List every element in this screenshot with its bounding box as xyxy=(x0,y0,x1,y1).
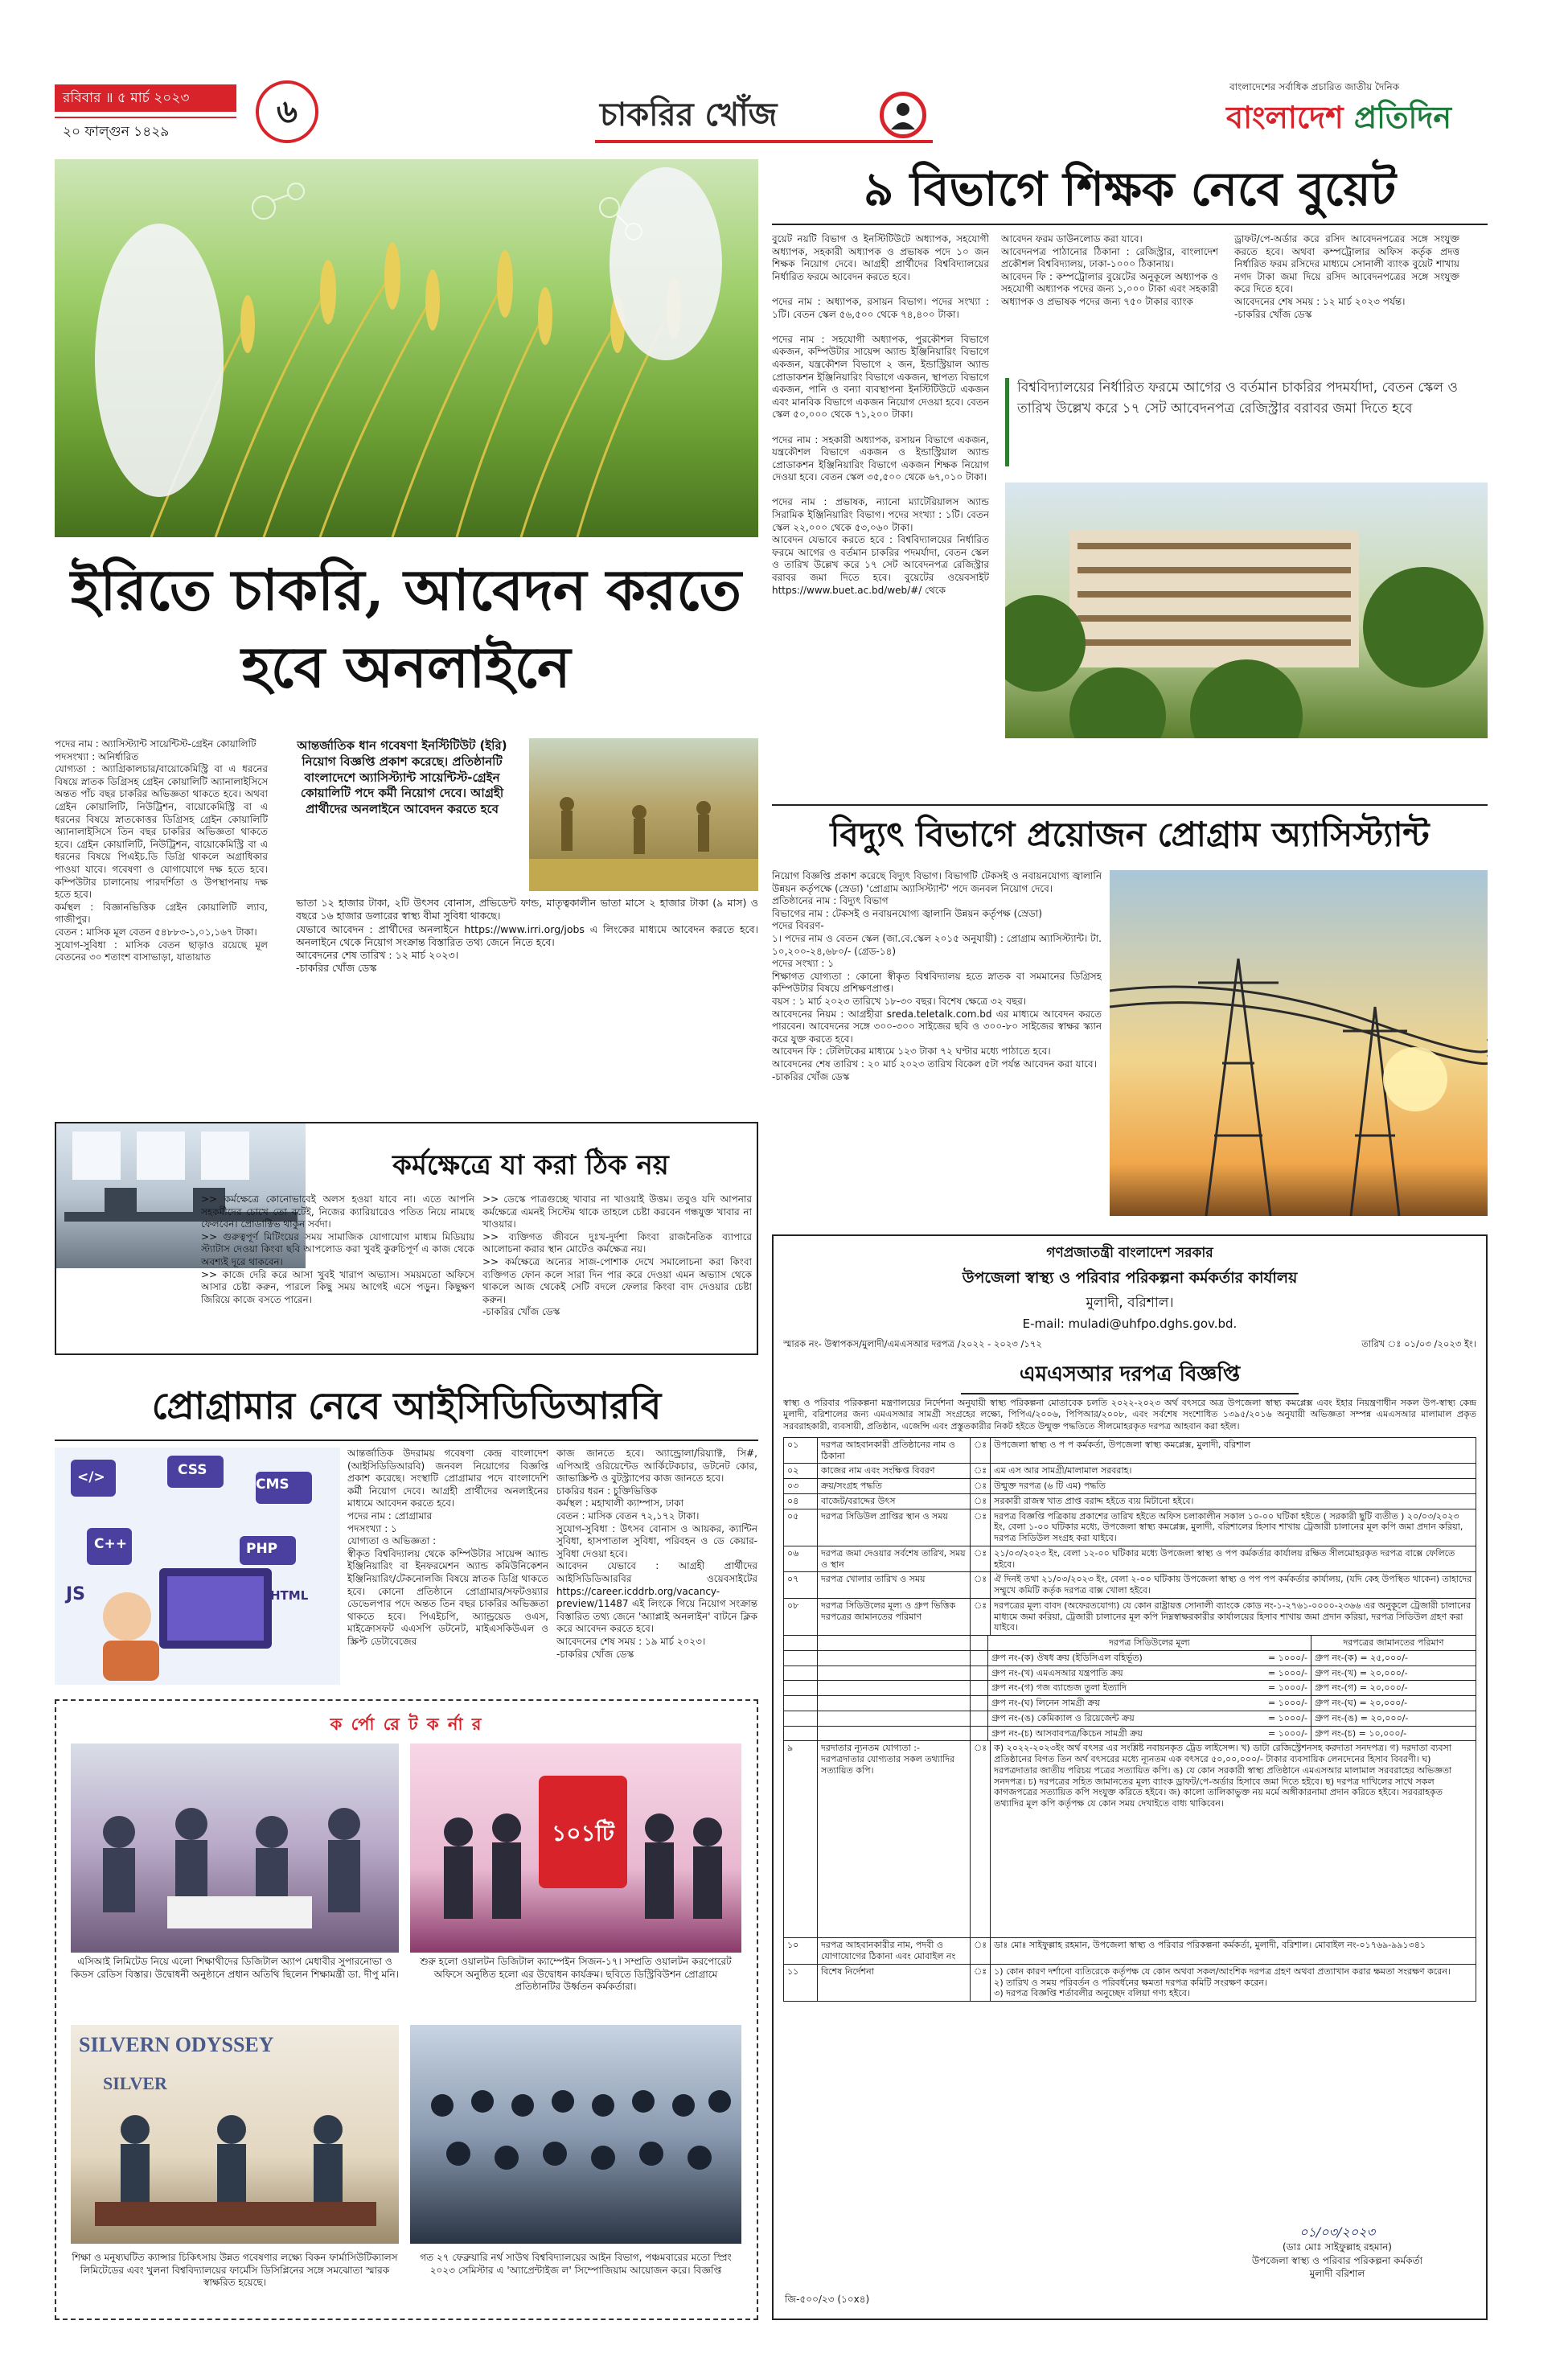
row-value: ডাঃ মোঃ সাইফুল্লাহ রহমান, উপজেলা স্বাস্থ্য ও পরিবার পরিকল্পনা কর্মকর্তা, মুলাদী, বরিশাল। মোবাইল নং-০১৭৬৯-৯৯১৩৪১ xyxy=(991,1938,1476,1965)
signature-block xyxy=(1205,2224,1470,2280)
fee-row xyxy=(784,1681,1476,1696)
row-number: ৯ xyxy=(784,1741,818,1938)
notice-location: মুলাদী, বরিশাল। xyxy=(1086,1295,1174,1311)
icddrb-column-1: আন্তর্জাতিক উদরাময় গবেষণা কেন্দ্র বাংলাদেশ (আইসিডিডিআরবি) জনবল নিয়োগের বিজ্ঞপ্তি প্রকাশ করেছে। সংস্থাটি প্রোগ্রামার পদে বাংলাদেশি কর্মী নিয়োগ দেবে। আগ্রহী প্রার্থীদের অনলাইনের মাধ্যমে আবেদন করতে হবে। পদের নাম : প্রোগ্রামার পদসংখ্যা : ১ যোগ্যতা ও অভিজ্ঞতা : স্বীকৃত বিশ্ববিদ্যালয় থেকে কম্পিউটার সায়েন্স অ্যান্ড ইঞ্জিনিয়ারিং বা ইনফরমেশন অ্যান্ড কমিউনিকেশন ইঞ্জিনিয়ারিং/টেকনোলজি বিষয়ে স্নাতক ডিগ্রি থাকতে হবে। কোনো প্রতিষ্ঠানে প্রোগ্রামার/সফটওয়্যার ডেভেলপার পদে অন্তত তিন বছর চাকরির অভিজ্ঞতা থাকতে হবে। পিএইচপি, অ্যান্ড্রয়েড ওএস, মাইক্রোসফট এএসপি ডটনেট, মাইএসকিউএল ও স্ক্রিপ্ট ডেটাবেজের xyxy=(347,1448,548,1647)
masthead xyxy=(0,0,1568,149)
fee-group-name: গ্রুপ নং-(খ) এমএসআর যন্ত্রপাতি ক্রয় xyxy=(991,1667,1123,1678)
fee-row xyxy=(784,1665,1476,1681)
irri-headline: ইরিতে চাকরি, আবেদন করতে হবে অনলাইনে xyxy=(70,557,742,700)
fee-deposit: গ্রুপ নং-(চ) = ১০,০০০/- xyxy=(1311,1726,1476,1741)
date-box xyxy=(55,84,236,147)
buet-campus-photo xyxy=(1005,483,1488,738)
tender-notice xyxy=(772,1234,1488,2320)
notice-intro: স্বাস্থ্য ও পরিবার পরিকল্পনা মন্ত্রণালয়ের নির্দেশনা অনুযায়ী স্বাস্থ্য পরিকল্পনা মোতাবেক চলতি ২০২২-২০২৩ অর্থ বৎসরে অত্র উপজেলা স্বাস্থ্য কমপ্লেক্স এবং ইহার নিয়ন্ত্রণাধীন সকল উপ-স্বাস্থ্য কেন্দ্র মুলাদী, বরিশালের জন্য এমএসআর সামগ্রী সংগ্রহের লক্ষ্যে, পিপিএ/২০০৬, পিপিআর/২০০৮, এবং সর্বশেষ সংশোধিত ১৩৯৫/২০১৬ অনুযায়ী অভিজ্ঞতা সম্পন্ন এমএসআর মালামাল প্রকৃত সরবরাহকারী, ব্যবসায়ী, প্রতিষ্ঠান, এজেন্সি এবং প্রস্তুতকারীর নিকট হইতে উন্মুক্ত পদ্ধতিতে সীলমোহরকৃত দরপত্র আহবান করা হইল। xyxy=(783,1398,1476,1431)
row-label: বাজেট/বরাদ্দের উৎস xyxy=(818,1493,971,1509)
row-value: ১) কোন কারণ দর্শানো ব্যতিরেকে কর্তৃপক্ষ যে কোন অথবা সকল/আংশিক দরপত্র গ্রহণ অথবা প্রত্যাখান করার ক্ষমতা সংরক্ষণ করেন। ২) তারিখ ও সময় পরিবর্তন ও পরিবর্ধনের ক্ষমতা দরপত্র কমিটি সংরক্ষণ করেন। ৩) দরপত্র বিজ্ঞপ্তি শর্তাবলীর অনুচ্ছেদ বলিয়া গণ্য হইবে। xyxy=(991,1964,1476,2001)
row-value: দরপত্র বিজ্ঞপ্তি পত্রিকায় প্রকাশের তারিখ হইতে অফিস চলাকালীন সকাল ১০-০০ ঘটিকা হইতে ( সরকারী ছুটি ব্যতীত ) ২০/০৩/২০২৩ ইং, বেলা ১-০০ ঘটিকার মধ্যে, উপজেলা স্বাস্থ্য কমপ্লেক্স, মুলাদী, বরিশালের হিসাব শাখায় ট্রেজারী চালানের মূল কপি জমা প্রদান করিয়া, দরপত্র সিডিউল সংগ্রহ করা যাইবে। xyxy=(991,1509,1476,1546)
row-label: দরপত্র সিডিউল প্রাপ্তির স্থান ও সময় xyxy=(818,1509,971,1546)
fee-amount: = ১০০০/- xyxy=(1268,1652,1307,1663)
buet-column-1: বুয়েট নয়টি বিভাগ ও ইনস্টিটিউটে অধ্যাপক, সহযোগী অধ্যাপক, সহকারী অধ্যাপক ও প্রভাষক পদে ১০ জন শিক্ষক নিয়োগ দেবে। আগ্রহী প্রার্থীদের বিশ্ববিদ্যালয়ের নির্ধারিত ফরমে আবেদন করতে হবে। পদের নাম : অধ্যাপক, রসায়ন বিভাগ। পদের সংখ্যা : ১টি। বেতন স্কেল ৫৬,৫০০ থেকে ৭৪,৪০০ টাকা। পদের নাম : সহযোগী অধ্যাপক, পুরকৌশল বিভাগে একজন, কম্পিউটার সায়েন্স অ্যান্ড ইঞ্জিনিয়ারিং বিভাগে একজন, যন্ত্রকৌশল বিভাগে ২ জন, ইন্ডাস্ট্রিয়াল অ্যান্ড প্রোডাকশন ইঞ্জিনিয়ারিং বিভাগে একজন, স্থাপত্য বিভাগে একজন, পানি ও বন্যা ব্যবস্থাপনা ইনস্টিটিউটে একজন এবং মানবিক বিভাগে একজন নিয়োগ দেওয়া হবে। বেতন স্কেল ৫০,০০০ থেকে ৭১,২০০ টাকা। পদের নাম : সহকারী অধ্যাপক, রসায়ন বিভাগে একজন, যন্ত্রকৌশল বিভাগে একজন ও ইন্ডাস্ট্রিয়াল অ্যান্ড প্রোডাকশন ইঞ্জিনিয়ারিং বিভাগে একজন শিক্ষক নিয়োগ দেওয়া হবে। বেতন স্কেল ৩৫,৫০০ থেকে ৬৭,০১০ টাকা। পদের নাম : প্রভাষক, ন্যানো ম্যাটেরিয়ালস অ্যান্ড সিরামিক ইঞ্জিনিয়ারিং বিভাগ। পদের সংখ্যা : ১টি। বেতন স্কেল ২২,০০০ থেকে ৫৩,০৬০ টাকা। আবেদন যেভাবে করতে হবে : বিশ্ববিদ্যালয়ের নির্ধারিত ফরমে আগের ও বর্তমান চাকরির পদমর্যাদা, বেতন স্কেল ও তারিখ উল্লেখ করে ১৭ সেট আবেদনপত্র রেজিস্ট্রার বরাবর জমা দিতে হবে। বুয়েটের ওয়েবসাইট https://www.buet.ac.bd/web/#/ থেকে xyxy=(772,233,989,596)
row-number: ১১ xyxy=(784,1964,818,2001)
silvern-banner-1: SILVERN ODYSSEY xyxy=(79,2033,274,2056)
corporate-caption-2: শুরু হলো ওয়ালটন ডিজিটাল ক্যাম্পেইন সিজন-১৭। সম্প্রতি ওয়ালটন করপোরেট অফিসে অনুষ্ঠিত হলো এর উদ্বোধন কার্যক্রম। ছবিতে ডিস্ট্রিবিউশন প্রোগ্রামে প্রতিষ্ঠানটির উর্ধ্বতন কর্মকর্তারা। xyxy=(420,1956,732,1993)
row-colon: ঃ xyxy=(971,1464,991,1479)
workplace-column-2: >> ডেস্কে পাত্রগুচ্ছে খাবার না খাওয়াই উত্তম। তবুও যদি আপনার কর্মক্ষেত্রে এমনই সিস্টেম থাকে তাহলে চেষ্টা করবেন গন্ধযুক্ত খাবার না খাওয়ার। >> ব্যক্তিগত জীবনে দুঃখ-দুর্দশা কিংবা রাজনৈতিক ব্যাপারে আলোচনা করার স্থান মোটেও কর্মক্ষেত্র নয়। >> কর্মক্ষেত্রে অন্যের সাজ-পোশাক দেখে সমালোচনা করা কিংবা ব্যক্তিগত ফোন কলে সারা দিন পার করে দেওয়া এমন অভ্যাস থেকে থাকলে আজ থেকেই সেটি বদলে ফেলার কিংবা বাদ দেওয়ার চেষ্টা করুন। -চাকরির খোঁজ ডেস্ক xyxy=(482,1193,752,1318)
paper-tagline: বাংলাদেশের সর্বাধিক প্রচারিত জাতীয় দৈনিক xyxy=(1229,81,1400,92)
corporate-photo-1 xyxy=(71,1744,399,1953)
signer-title: উপজেলা স্বাস্থ্য ও পরিবার পরিকল্পনা কর্মকর্তা xyxy=(1251,2254,1423,2266)
walton-banner-text: ১০১টি xyxy=(552,1820,614,1846)
row-value: সরকারী রাজস্ব খাত প্রাপ্ত বরাদ্দ হইতে ব্যয় মিটানো হইবে। xyxy=(991,1493,1476,1509)
row-number: ০৮ xyxy=(784,1598,818,1635)
row-label: ক্রয়/সংগ্রহ পদ্ধতি xyxy=(818,1479,971,1494)
row-value: এম এস আর সামগ্রী/মালামাল সরবরাহ। xyxy=(991,1464,1476,1479)
row-label: দরপত্র আহবানকারীর নাম, পদবী ও যোগাযোগের ঠিকানা এবং মোবাইল নং xyxy=(818,1938,971,1965)
fee-table xyxy=(783,1635,1476,1741)
row-colon: ঃ xyxy=(971,1598,991,1635)
notice-ref: স্মারক নং- উস্বাপকস/মুলাদী/এমএসআর দরপত্র /২০২২ - ২০২৩ /১৭২ xyxy=(783,1338,1042,1349)
irri-column-1: পদের নাম : অ্যাসিস্ট্যান্ট সায়েন্টিস্ট-গ্রেইন কোয়ালিটি পদসংখ্যা : অনির্ধারিত যোগ্যতা : অ্যাগ্রিকালচার/বায়োকেমিস্ট্রি বা এ ধরনের বিষয়ে স্নাতক ডিগ্রিসহ গ্রেইন কোয়ালিটি অ্যানালাইসিসে অন্তত পাঁচ বছর চাকরির অভিজ্ঞতা থাকতে হবে। অথবা গ্রেইন কোয়ালিটি, নিউট্রিশন, বায়োকেমিস্ট্রি বা এ ধরনের বিষয়ে স্নাতকোত্তর ডিগ্রিসহ গ্রেইন কোয়ালিটি অ্যানালাইসিসে তিন বছর চাকরির অভিজ্ঞতা থাকতে হবে। গ্রেইন কোয়ালিটি, নিউট্রিশন, বায়োকেমিস্ট্রি বা এ ধরনের বিষয়ে পিএইচ.ডি ডিগ্রি থাকলে অগ্রাধিকার পাওয়া যাবে। গবেষণা ও যোগাযোগে দক্ষ হতে হবে। কম্পিউটার চালানোয় পারদর্শিতা ও উপস্থাপনায় দক্ষ হতে হবে। কর্মস্থল : বিজ্ঞানভিত্তিক গ্রেইন কোয়ালিটি ল্যাব, গাজীপুর। বেতন : মাসিক মূল বেতন ৫৪৮৮৩-১,০১,১৬৭ টাকা। সুযোগ-সুবিধা : মাসিক বেতন ছাড়াও রয়েছে মূল বেতনের ৩০ শতাংশ বাসাভাড়া, যাতায়াত xyxy=(55,738,268,963)
fee-deposit: গ্রুপ নং-(গ) = ২০,০০০/- xyxy=(1311,1681,1476,1696)
buet-column-2: আবেদন ফরম ডাউনলোড করা যাবে। আবেদনপত্র পাঠানোর ঠিকানা : রেজিস্ট্রার, বাংলাদেশ প্রকৌশল বিশ্ববিদ্যালয়, ঢাকা-১০০০ ঠিকানায়। আবেদন ফি : কম্পট্রোলার বুয়েটের অনুকূলে অধ্যাপক ও সহযোগী অধ্যাপক পদের জন্য ১,০০০ টাকা এবং সহকারী অধ্যাপক ও প্রভাষক পদের জন্য ৭৫০ টাকার ব্যাংক xyxy=(1001,233,1218,307)
tender-row-11: ১১ বিশেষ নির্দেশনা ঃ ১) কোন কারণ দর্শানো ব্যতিরেকে কর্তৃপক্ষ যে কোন অথবা সকল/আংশিক দরপত্র গ্রহণ অথবা প্রত্যাখান করার ক্ষমতা সংরক্ষণ করেন। ২) তারিখ ও সময় পরিবর্তন ও পরিবর্ধনের ক্ষমতা দরপত্র কমিটি সংরক্ষণ করেন। ৩) দরপত্র বিজ্ঞপ্তি শর্তাবলীর অনুচ্ছেদ বলিয়া গণ্য হইবে। xyxy=(784,1964,1476,2001)
row-value: ক) ২০২২-২০২৩ইং অর্থ বৎসর এর সংশ্লিষ্ট নবায়নকৃত ট্রেড লাইসেন্স। খ) ডাটা রেজিস্ট্রেশনসহ করদাতা সনদপত্র। গ) দরদাতা ব্যবসা প্রতিষ্ঠানের বিগত তিন অর্থ বৎসরের মধ্যে ন্যূনতম এক বৎসরে ৫০,০০,০০০/- টাকার ব্যবসায়িক লেনদেনের হিসাব বিবরণী। ঘ) দরপত্রদাতার জাতীয় পরিচয় পত্রের সত্যায়িত কপি। ঙ) যে কোন সরকারী স্বাস্থ্য প্রতিষ্ঠানে এমএসআর মালামাল সরবরাহের অভিজ্ঞতা সনদপত্র। চ) দরপত্রের সহিত জামানতের মূল্য ব্যাংক ড্রাফট/পে-অর্ডার হিসাবে জমা দিতে হইবে। ছ) দরপত্র দাখিলের সাথে সকল কাগজপত্রের সত্যায়িত কপি সংযুক্ত করিতে হইবে। জ) কালো তালিকাভুক্ত নয় মর্মে অঙ্গীকারনামা প্রদান করিতে হইবে। সরবরাহকৃত তথ্যাদির মূল কপি কর্তৃপক্ষ যে কোন সময় দেখাইতে বাধ্য থাকিবেন। xyxy=(991,1741,1476,1938)
row-number: ০৩ xyxy=(784,1479,818,1494)
corporate-photo-4 xyxy=(410,2025,741,2244)
fee-group-name: গ্রুপ নং-(গ) গজ ব্যান্ডেজ তুলা ইত্যাদি xyxy=(991,1682,1127,1694)
notice-gov: গণপ্রজাতন্ত্রী বাংলাদেশ সরকার xyxy=(1046,1245,1213,1261)
signer-place: মুলাদী বরিশাল xyxy=(1309,2267,1365,2279)
fee-group-name: গ্রুপ নং-(ঘ) লিনেন সামগ্রী ক্রয় xyxy=(991,1698,1100,1709)
fee-amount: = ১০০০/- xyxy=(1268,1712,1307,1723)
date-line-1: রবিবার ॥ ৫ মার্চ ২০২৩ xyxy=(55,84,236,112)
row-value: ২১/০৩/২০২৩ ইং, বেলা ১২-০০ ঘটিকার মধ্যে উপজেলা স্বাস্থ্য ও পপ কর্মকর্তার কার্যালয় রক্ষিত সীলমোহরকৃত দরপত্র বাক্সে ফেলিতে হইবে। xyxy=(991,1546,1476,1572)
row-value: উপজেলা স্বাস্থ্য ও প প কর্মকর্তা, উপজেলা স্বাস্থ্য কমপ্লেক্স, মুলাদী, বরিশাল xyxy=(991,1437,1476,1464)
fee-head-right: দরপত্রের জামানতের পরিমাণ xyxy=(1311,1636,1476,1651)
paper-name-part1: বাংলাদেশ xyxy=(1226,99,1354,135)
date-line-2: ২০ ফাল্গুন ১৪২৯ xyxy=(55,117,236,144)
tender-row xyxy=(784,1546,1476,1572)
fee-header-row xyxy=(784,1636,1476,1651)
signer-name: (ডাঃ মোঃ সাইফুল্লাহ রহমান) xyxy=(1283,2241,1392,2253)
fee-amount: = ১০০০/- xyxy=(1268,1667,1307,1678)
row-colon: ঃ xyxy=(971,1437,991,1464)
buet-column-3: ড্রাফট/পে-অর্ডার করে রসিদ আবেদনপত্রের সঙ্গে সংযুক্ত করতে হবে। অথবা কম্পট্রোলার অফিস কর্তৃক প্রদত্ত নির্ধারিত ফরম রসিদের মাধ্যমে সোনালী ব্যাংক বুয়েট শাখায় নগদ টাকা জমা দিয়ে রসিদ আবেদনপত্রের সঙ্গে সংযুক্ত করে দিতে হবে। আবেদনের শেষ সময় : ১২ মার্চ ২০২৩ পর্যন্ত। -চাকরির খোঁজ ডেস্ক xyxy=(1234,233,1459,320)
fee-deposit: গ্রুপ নং-(ঙ) = ২০,০০০/- xyxy=(1311,1711,1476,1726)
fee-amount: = ১০০০/- xyxy=(1268,1682,1307,1694)
row-number: ১০ xyxy=(784,1938,818,1965)
rice-research-photo xyxy=(55,159,758,537)
irri-column-2: ভাতা ১২ হাজার টাকা, ২টি উৎসব বোনাস, প্রভিডেন্ট ফান্ড, মাতৃত্বকালীন ভাতা মাসে ২ হাজার টাকা (৯ মাস) ও বছরে ১৬ হাজার ডলারের স্বাস্থ্য বীমা সুবিধা থাকছে। যেভাবে আবেদন : প্রার্থীদের অনলাইনে https://www.irri.org/jobs এ লিংকের মাধ্যমে আবেদন করতে হবে। অনলাইনে থেকে নিয়োগ সংক্রান্ত বিস্তারিত তথ্য জেনে নিতে হবে। আবেদনের শেষ তারিখ : ১২ মার্চ ২০২৩। -চাকরির খোঁজ ডেস্ক xyxy=(296,897,758,975)
sreda-body: নিয়োগ বিজ্ঞপ্তি প্রকাশ করেছে বিদ্যুৎ বিভাগ। বিভাগটি টেকসই ও নবায়নযোগ্য জ্বালানি উন্নয়ন কর্তৃপক্ষে (স্রেডা) 'প্রোগ্রাম অ্যাসিস্ট্যান্ট' পদে জনবল নিয়োগ দেবে। প্রতিষ্ঠানের নাম : বিদ্যুৎ বিভাগ বিভাগের নাম : টেকসই ও নবায়নযোগ্য জ্বালানি উন্নয়ন কর্তৃপক্ষ (স্রেডা) পদের বিবরণ- ১। পদের নাম ও বেতন স্কেল (জা.বে.স্কেল ২০১৫ অনুযায়ী) : প্রোগ্রাম অ্যাসিস্ট্যান্ট। টা. ১০,২০০-২৪,৬৮০/- (গ্রেড-১৪) পদের সংখ্যা : ১ শিক্ষাগত যোগ্যতা : কোনো স্বীকৃত বিশ্ববিদ্যালয় হতে স্নাতক বা সমমানের ডিগ্রিসহ কম্পিউটার বিষয়ে প্রশিক্ষণপ্রাপ্ত। বয়স : ১ মার্চ ২০২৩ তারিখে ১৮-৩০ বছর। বিশেষ ক্ষেত্রে ৩২ বছর। আবেদনের নিয়ম : আগ্রহীরা sreda.teletalk.com.bd এর মাধ্যমে আবেদন করতে পারবেন। আবেদনের সঙ্গে ৩০০-৩০০ সাইজের ছবি ও ৩০০-৮০ সাইজের স্বাক্ষর স্ক্যান করে যুক্ত করতে হবে। আবেদন ফি : টেলিটকের মাধ্যমে ১২৩ টাকা ৭২ ঘণ্টার মধ্যে পাঠাতে হবে। আবেদনের শেষ তারিখ : ২০ মার্চ ২০২৩ তারিখ বিকেল ৫টা পর্যন্ত আবেদন করা যাবে। -চাকরির খোঁজ ডেস্ক xyxy=(772,870,1102,1082)
paper-name-part2: প্রতিদিন xyxy=(1353,99,1452,135)
row-colon: ঃ xyxy=(971,1509,991,1546)
paddy-field-photo xyxy=(529,738,758,891)
fee-group xyxy=(988,1711,1311,1726)
row-number: ০৫ xyxy=(784,1509,818,1546)
fee-row xyxy=(784,1711,1476,1726)
notice-date: তারিখ ঃ ০১/০৩ /২০২৩ ইং। xyxy=(1361,1338,1476,1349)
notice-title: এমএসআর দরপত্র বিজ্ঞপ্তি xyxy=(961,1357,1299,1394)
workplace-column-1: >> কর্মক্ষেত্রে কোনোভাবেই অলস হওয়া যাবে না। এতে আপনি সহকর্মীদের চোখে তো বটেই, নিজের ক্যারিয়ারেও পতিত নিয়ে নামছে ফেলবেন। প্রোডাক্টিভ থাকুন সর্বদা। >> গুরুত্বপূর্ণ মিটিংয়ের সময় সামাজিক যোগাযোগ মাধ্যম মিডিয়ায় স্ট্যাটাস দেওয়া কিংবা ছবি আপলোড করা খুবই কুরুচিপূর্ণ এ কাজ থেকে অবশ্যই দূরে থাকবেন। >> কাজে দেরি করে আসা খুবই খারাপ অভ্যাস। সময়মতো অফিসে আসার চেষ্টা করুন, পারলে কিছু সময় আগেই এসে পড়ুন। কিছুক্ষণ জিরিয়ে কাজে বসতে পারেন। xyxy=(201,1193,474,1305)
fee-group xyxy=(988,1726,1311,1741)
row-number: ০৪ xyxy=(784,1493,818,1509)
buet-rule xyxy=(772,224,1488,225)
fee-head-left: দরপত্র সিডিউলের মূল্য xyxy=(988,1636,1311,1651)
fee-group-name: গ্রুপ নং-(ঙ) কেমিক্যাল ও রিয়েজেন্ট ক্রয় xyxy=(991,1712,1135,1723)
fee-group xyxy=(988,1665,1311,1681)
silvern-banner-2: SILVER xyxy=(103,2073,167,2093)
tender-table xyxy=(783,1437,1476,1636)
row-number: ০৭ xyxy=(784,1572,818,1599)
row-colon: ঃ xyxy=(971,1493,991,1509)
fee-group-name: গ্রুপ নং-(চ) আসবাবপত্র/কিচেন সামগ্রী ক্রয় xyxy=(991,1727,1143,1739)
buet-headline: ৯ বিভাগে শিক্ষক নেবে বুয়েট xyxy=(863,162,1397,216)
row-label: দরপত্র আহবানকারী প্রতিষ্ঠানের নাম ও ঠিকানা xyxy=(818,1437,971,1464)
corporate-caption-3: শিক্ষা ও মনুষ্যঘটিত ক্যান্সার চিকিৎসায় উন্নত গবেষণার লক্ষ্যে বিকন ফার্মাসিউটিক্যালস লিমিটেডের এবং খুলনা বিশ্ববিদ্যালয়ের ফার্মেসি ডিসিপ্লিনের সঙ্গে সমঝোতা স্মারক স্বাক্ষরিত হয়েছে। xyxy=(72,2252,398,2289)
tender-row xyxy=(784,1479,1476,1494)
fee-amount: = ১০০০/- xyxy=(1268,1698,1307,1709)
magnifier-person-icon xyxy=(880,92,926,138)
notice-office: উপজেলা স্বাস্থ্য ও পরিবার পরিকল্পনা কর্মকর্তার কার্যালয় xyxy=(962,1269,1298,1287)
row-number: ০৬ xyxy=(784,1546,818,1572)
buet-pullquote: বিশ্ববিদ্যালয়ের নির্ধারিত ফরমে আগের ও বর্তমান চাকরির পদমর্যাদা, বেতন স্কেল ও তারিখ উল্লেখ করে ১৭ সেট আবেদনপত্র রেজিস্ট্রার বরাবর জমা দিতে হবে xyxy=(1005,378,1488,466)
row-number: ০২ xyxy=(784,1464,818,1479)
fee-group xyxy=(988,1681,1311,1696)
corporate-caption-4: গত ২৭ ফেব্রুয়ারি নর্থ সাউথ বিশ্ববিদ্যালয়ের আইন বিভাগ, পঞ্চমবারের মতো স্প্রিং ২০২৩ সেমিস্টার এ 'অ্যাপ্রেন্টাইজ ল' সিম্পোজিয়াম আয়োজন করে। বিজ্ঞপ্তি xyxy=(420,2252,732,2276)
notice-code: জি-৫০০/২৩ (১০x৪) xyxy=(785,2294,870,2305)
row-label: কাজের নাম এবং সংক্ষিপ্ত বিবরণ xyxy=(818,1464,971,1479)
corporate-corner-title: ক র্পো রে ট ক র্না র xyxy=(330,1715,483,1734)
sreda-top-rule xyxy=(772,804,1488,806)
fee-deposit: গ্রুপ নং-(ক) = ২৫,০০০/- xyxy=(1311,1650,1476,1665)
icddrb-rule xyxy=(55,1440,758,1441)
corporate-caption-1: এসিআই লিমিটেড নিয়ে এলো শিক্ষাথীদের ডিজিটাল অ্যাপ মেধাবীর সুপারনোভা ও কিডস রেডিস বিস্তার। উদ্বোধনী অনুষ্ঠানে প্রধান অতিথি ছিলেন শিক্ষামন্ত্রী ডা. দীপু মনি। xyxy=(71,1956,399,1980)
row-label: দরপত্র খোলার তারিখ ও সময় xyxy=(818,1572,971,1599)
row-label: দরপত্র জমা দেওয়ার সর্বশেষ তারিখ, সময় ও স্থান xyxy=(818,1546,971,1572)
tender-row xyxy=(784,1464,1476,1479)
power-tower-photo xyxy=(1110,870,1488,1216)
tag-css: CSS xyxy=(178,1462,207,1478)
fee-group-name: গ্রুপ নং-(ক) ঔষধ ক্রয় (ইডিসিএল বহির্ভূত) xyxy=(991,1652,1143,1663)
paper-logo xyxy=(1226,80,1532,146)
fee-row xyxy=(784,1726,1476,1741)
fee-row xyxy=(784,1650,1476,1665)
page-number-badge: ৬ xyxy=(256,80,318,143)
tender-row xyxy=(784,1493,1476,1509)
icddrb-column-2: কাজ জানতে হবে। অ্যান্ড্রোলা/রিয়্যাক্ট, সি#, এপিআই ওরিয়েন্টেড আর্কিটেকচার, ডটনেট কোর, জাভাস্ক্রিপ্ট ও বুটস্ট্র্যাপের কাজ জানতে হবে। চাকরির ধরন : চুক্তিভিত্তিক কর্মস্থল : মহাখালী ক্যাম্পাস, ঢাকা বেতন : মাসিক বেতন ৭২,১৭২ টাকা। সুযোগ-সুবিধা : উৎসব বোনাস ও আয়কর, ক্যান্টিন সুবিধা, হাসপাতাল সুবিধা, পরিবহন ও ডে কেয়ার-সুবিধা দেওয়া হবে। আবেদন যেভাবে : আগ্রহী প্রার্থীদের আইসিডিডিআরবির ওয়েবসাইটের https://career.icddrb.org/vacancy-preview/11487 এই লিংকে গিয়ে নিয়োগ সংক্রান্ত বিস্তারিত তথ্য জেনে 'অ্যাপ্লাই অনলাইন' বাটনে ক্লিক করে আবেদন করতে হবে। আবেদনের শেষ সময় : ১৯ মার্চ ২০২৩। -চাকরির খোঁজ ডেস্ক xyxy=(556,1448,757,1660)
row-colon: ঃ xyxy=(971,1479,991,1494)
irri-pullquote: আন্তর্জাতিক ধান গবেষণা ইনস্টিটিউট (ইরি) নিয়োগ বিজ্ঞপ্তি প্রকাশ করেছে। প্রতিষ্ঠানটি বাংলাদেশে অ্যাসিস্ট্যান্ট সায়েন্টিস্ট-গ্রেইন কোয়ালিটি পদে কর্মী নিয়োগ দেবে। আগ্রহী প্রার্থীদের অনলাইনে আবেদন করতে হবে xyxy=(297,738,507,817)
fee-group xyxy=(988,1696,1311,1711)
tender-row xyxy=(784,1509,1476,1546)
row-number: ০১ xyxy=(784,1437,818,1464)
fee-row xyxy=(784,1696,1476,1711)
tag-cpp: C++ xyxy=(94,1536,127,1552)
tender-row-10: ১০ দরপত্র আহবানকারীর নাম, পদবী ও যোগাযোগের ঠিকানা এবং মোবাইল নং ঃ ডাঃ মোঃ সাইফুল্লাহ রহমান, উপজেলা স্বাস্থ্য ও পরিবার পরিকল্পনা কর্মকর্তা, মুলাদী, বরিশাল। মোবাইল নং-০১৭৬৯-৯৯১৩৪১ xyxy=(784,1938,1476,1965)
handwritten-signature: ০১/০৩/২০২৩ xyxy=(1299,2224,1375,2240)
tag-cms: CMS xyxy=(256,1477,289,1493)
tender-row-9: ৯ দরদাতার ন্যূনতম যোগ্যতা :- দরপত্রদাতার যোগ্যতার সকল তথ্যাদির সত্যায়িত কপি। ঃ ক) ২০২২-২০২৩ইং অর্থ বৎসর এর সংশ্লিষ্ট নবায়নকৃত ট্রেড লাইসেন্স। খ) ডাটা রেজিস্ট্রেশনসহ করদাতা সনদপত্র। গ) দরদাতা ব্যবসা প্রতিষ্ঠানের বিগত তিন অর্থ বৎসরের মধ্যে ন্যূনতম এক বৎসরে ৫০,০০,০০০/- টাকার ব্যবসায়িক লেনদেনের হিসাব বিবরণী। ঘ) দরপত্রদাতার জাতীয় পরিচয় পত্রের সত্যায়িত কপি। ঙ) যে কোন সরকারী স্বাস্থ্য প্রতিষ্ঠানে এমএসআর মালামাল সরবরাহের অভিজ্ঞতা সনদপত্র। চ) দরপত্রের সহিত জামানতের মূল্য ব্যাংক ড্রাফট/পে-অর্ডার হিসাবে জমা দিতে হইবে। ছ) দরপত্র দাখিলের সাথে সকল কাগজপত্রের সত্যায়িত কপি সংযুক্ত করিতে হইবে। জ) কালো তালিকাভুক্ত নয় মর্মে অঙ্গীকারনামা প্রদান করিতে হইবে। সরবরাহকৃত তথ্যাদির মূল কপি কর্তৃপক্ষ যে কোন সময় দেখাইতে বাধ্য থাকিবেন। xyxy=(784,1741,1476,1938)
row-label: বিশেষ নির্দেশনা xyxy=(818,1964,971,2001)
sreda-headline: বিদ্যুৎ বিভাগে প্রয়োজন প্রোগ্রাম অ্যাসিস্ট্যান্ট xyxy=(830,815,1430,854)
tag-js: JS xyxy=(66,1584,86,1604)
notice-email: E-mail: muladi@uhfpo.dghs.gov.bd. xyxy=(1022,1316,1238,1331)
tender-row xyxy=(784,1598,1476,1635)
tender-table-lower xyxy=(783,1740,1476,2002)
tender-row xyxy=(784,1572,1476,1599)
tag-html: HTML xyxy=(270,1588,309,1603)
fee-amount: = ১০০০/- xyxy=(1268,1727,1307,1739)
row-value: দরপত্রের মূল্য বাবদ (অফেরতযোগ্য) যে কোন রাষ্ট্রায়ত্ত সোনালী ব্যাংকে কোড নং-১-২৭৬১-০০০০-২৩৬৬ এর অনুকূলে ট্রেজারী চালানের মাধ্যমে জমা করিয়া, ট্রেজারী চালানের মূল কপি নিম্নস্বাক্ষরকারীর কার্যালয়ের হিসাব শাখায় জমা প্রদান করিয়া, দরপত্র সিডিউল গ্রহণ করা যাইবে। xyxy=(991,1598,1476,1635)
row-value: উন্মুক্ত দরপত্র (৬ টি এম) পদ্ধতি xyxy=(991,1479,1476,1494)
fee-group xyxy=(988,1650,1311,1665)
row-value: ঐ দিনই তথা ২১/০৩/২০২৩ ইং, বেলা ২-০০ ঘটিকায় উপজেলা স্বাস্থ্য ও পপ পপ কর্মকর্তার কার্যালয়, (যদি কেহ উপস্থিত থাকেন) তাহাদের সম্মুখে কমিটি কর্তৃক দরপত্র বাক্স খোলা হইবে। xyxy=(991,1572,1476,1599)
row-label: দরপত্র সিডিউলের মূল্য ও গ্রুপ ভিত্তিক দরপত্রের জামানতের পরিমাণ xyxy=(818,1598,971,1635)
tag-code: </> xyxy=(77,1469,105,1485)
row-label: দরদাতার ন্যূনতম যোগ্যতা :- দরপত্রদাতার যোগ্যতার সকল তথ্যাদির সত্যায়িত কপি। xyxy=(818,1741,971,1938)
row-colon: ঃ xyxy=(971,1546,991,1572)
icddrb-headline: প্রোগ্রামার নেবে আইসিডিডিআরবি xyxy=(151,1384,662,1427)
corporate-photo-3 xyxy=(71,2025,399,2244)
section-title xyxy=(595,87,933,143)
section-title-text: চাকরির খোঁজ xyxy=(600,96,778,133)
corporate-photo-2 xyxy=(410,1744,741,1953)
fee-deposit: গ্রুপ নং-(ঘ) = ২০,০০০/- xyxy=(1311,1696,1476,1711)
workplace-headline: কর্মক্ষেত্রে যা করা ঠিক নয় xyxy=(392,1149,669,1181)
row-colon: ঃ xyxy=(971,1572,991,1599)
fee-deposit: গ্রুপ নং-(খ) = ২০,০০০/- xyxy=(1311,1665,1476,1681)
tender-row xyxy=(784,1437,1476,1464)
tag-php: PHP xyxy=(246,1541,278,1557)
